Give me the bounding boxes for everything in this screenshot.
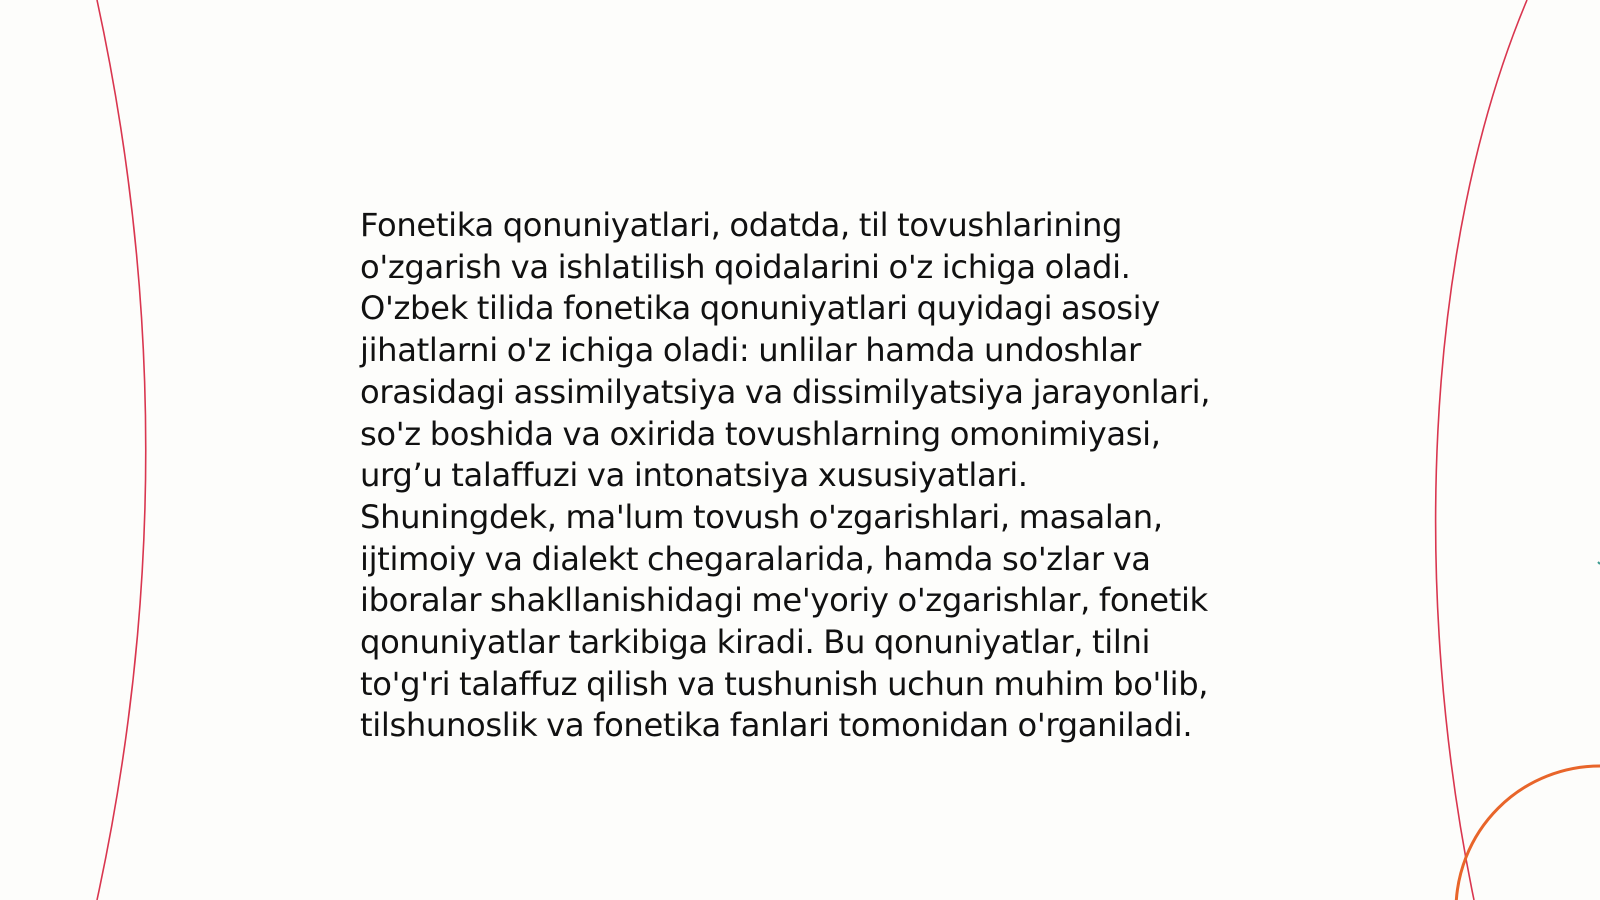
slide-body-text: Fonetika qonuniyatlari, odatda, til tovushlarining o'zgarish va ishlatilish qoidalarini o'z ichiga oladi. O'zbek tilida fonetika qonuniyatlari quyidagi asosiy jihatlarni o'z ichiga oladi: unlilar hamda undoshlar orasidagi assimilyatsiya va dissimilyatsiya jarayonlari, so'z boshida va oxirida tovushlarning omonimiyasi, urg’u talaffuzi va intonatsiya xususiyatlari. Shuningdek, ma'lum tovush o'zgarishlari, masalan, ijtimoiy va dialekt chegaralarida, hamda so'zlar va iboralar shakllanishidagi me'yoriy o'zgarishlar, fonetik qonuniyatlar tarkibiga kiradi. Bu qonuniyatlar, tilni to'g'ri talaffuz qilish va tushunish uchun muhim bo'lib, tilshunoslik va fonetika fanlari tomonidan o'rganiladi. <box>360 206 1211 745</box>
left-arc-line <box>97 0 146 900</box>
right-arc-line <box>1436 0 1527 900</box>
orange-circle-arc <box>1456 766 1600 900</box>
